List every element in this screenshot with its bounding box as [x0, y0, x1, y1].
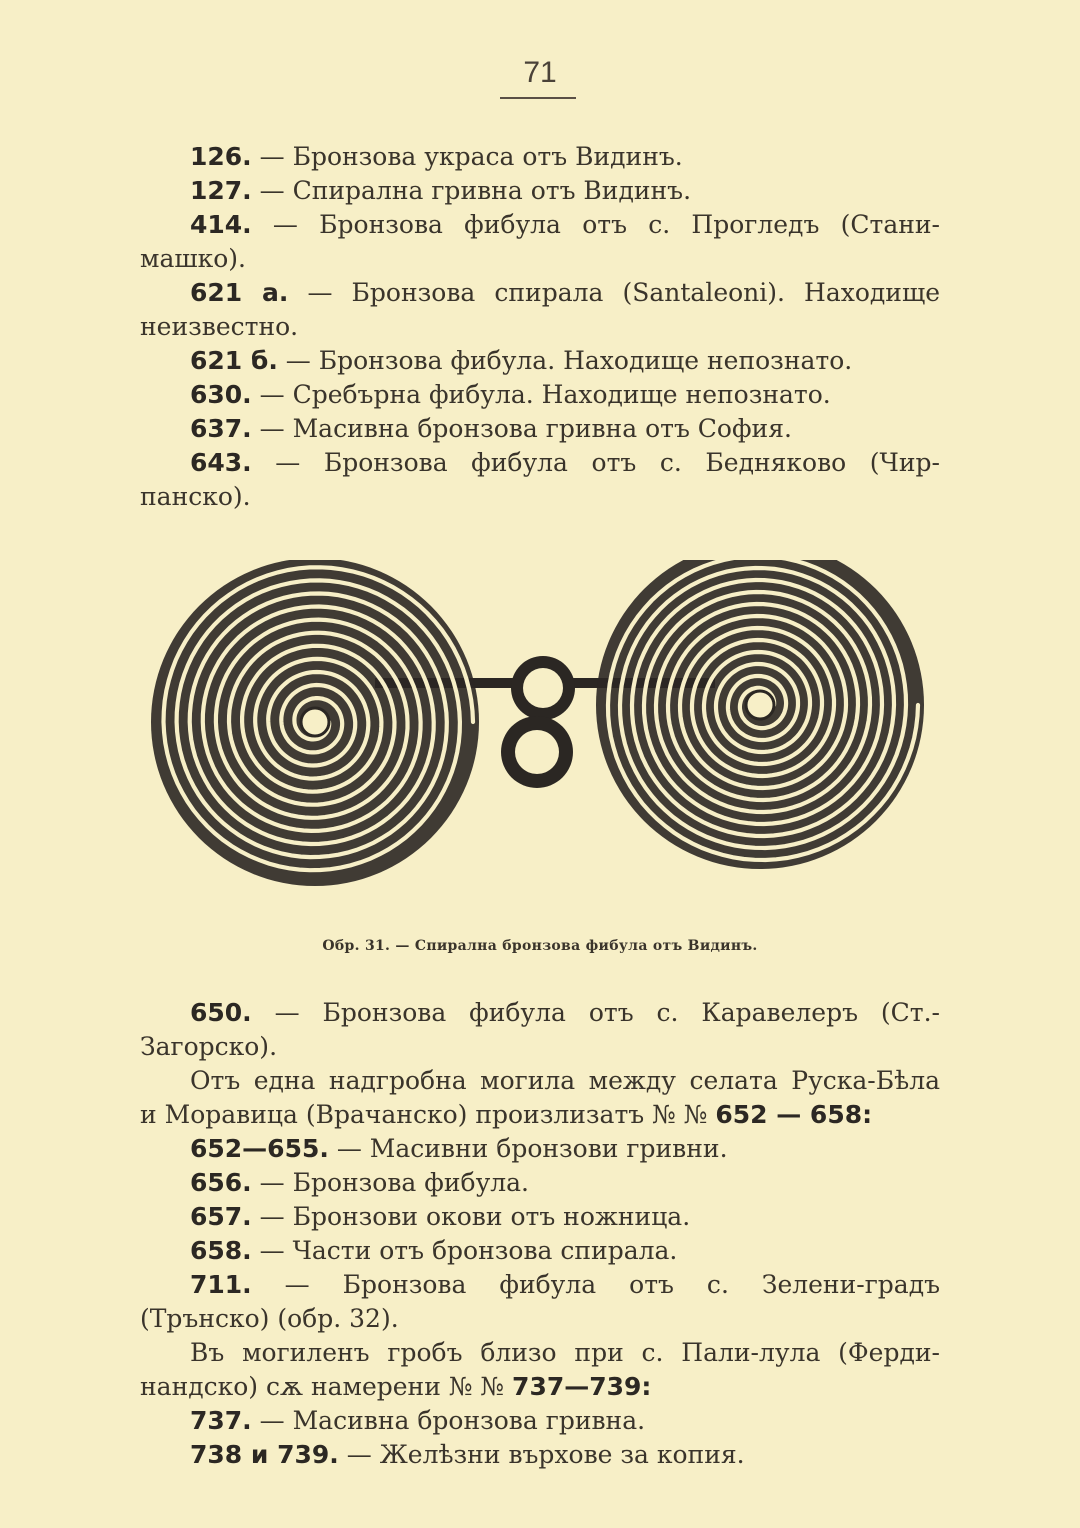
left-spiral-center [301, 708, 329, 736]
entries-top [140, 140, 940, 514]
entry-text: — Бронзови окови отъ ножница. [251, 1202, 691, 1231]
entry-657 [140, 1200, 940, 1234]
entry-text: — Бронзова фибула отъ с. Зелени-градъ [251, 1270, 940, 1299]
entry-656 [140, 1166, 940, 1200]
entry-text: — Масивни бронзови гривни. [328, 1134, 728, 1163]
right-spiral-center [746, 691, 774, 719]
fibula-upper-loop-inner [523, 668, 563, 708]
entry-number: 738 и 739. [190, 1440, 339, 1469]
entry-text: — Части отъ бронзова спирала. [251, 1236, 678, 1265]
page-number-rule [500, 97, 576, 99]
entry-line [140, 276, 940, 310]
entry-number-range: 652 — 658: [715, 1100, 873, 1129]
entry-line [140, 378, 940, 412]
entry-number: 630. [190, 380, 252, 409]
entry-line [140, 412, 940, 446]
entry-line [140, 446, 940, 480]
entry-continuation: неизвестно. [140, 312, 299, 341]
fibula-lower-loop-inner [515, 730, 559, 774]
entry-text: — Бронзова фибула отъ с. Каравелеръ (Ст.- [251, 998, 940, 1027]
entry-number: 650. [190, 998, 252, 1027]
spiral-fibula-figure [145, 560, 930, 890]
entry-number: 657. [190, 1202, 252, 1231]
entry-text: — Масивна бронзова гривна. [251, 1406, 646, 1435]
entry-711-continuation: (Трънско) (обр. 32). [140, 1304, 399, 1333]
entry-738-739 [140, 1438, 940, 1472]
entry-number: 656. [190, 1168, 252, 1197]
page-number: 71 [523, 56, 557, 89]
entry-number-range: 737—739: [512, 1372, 652, 1401]
entry-number: 621 б. [190, 346, 278, 375]
entry-number: 637. [190, 414, 252, 443]
paragraph-1-line-1: Отъ една надгробна могила между селата Руска-Бѣла [190, 1066, 940, 1095]
entry-text: — Бронзова спирала (Santaleoni). Находище [288, 278, 940, 307]
entry-text: — Масивна бронзова гривна отъ София. [251, 414, 792, 443]
entry-continuation: панско). [140, 482, 251, 511]
entry-number: 737. [190, 1406, 252, 1435]
entries-bottom [140, 996, 940, 1472]
paragraph-2-line-2 [140, 1370, 940, 1404]
entry-line [140, 344, 940, 378]
entry-text: — Бронзова украса отъ Видинъ. [251, 142, 683, 171]
paragraph-2-line-1: Въ могиленъ гробъ близо при с. Пали-лула (Ферди- [190, 1338, 940, 1367]
entry-text: — Спирална гривна отъ Видинъ. [251, 176, 692, 205]
entry-line [140, 208, 940, 242]
paragraph-text: и Моравица (Врачанско) произлизатъ № № [140, 1100, 716, 1129]
figure-caption: Обр. 31. — Спирална бронзова фибула отъ Видинъ. [322, 938, 758, 954]
entry-number: 643. [190, 448, 252, 477]
entry-number: 711. [190, 1270, 252, 1299]
entry-continuation: машко). [140, 244, 246, 273]
entry-text: — Бронзова фибула отъ с. Бедняково (Чир- [251, 448, 940, 477]
entry-number: 127. [190, 176, 252, 205]
entry-number: 658. [190, 1236, 252, 1265]
entry-number: 652—655. [190, 1134, 329, 1163]
entry-text: — Желѣзни върхове за копия. [338, 1440, 745, 1469]
entry-650-continuation: Загорско). [140, 1032, 278, 1061]
entry-711 [140, 1268, 940, 1302]
entry-number: 126. [190, 142, 252, 171]
paragraph-text: нандско) сѫ намерени № № [140, 1372, 513, 1401]
entry-number: 414. [190, 210, 252, 239]
entry-text: — Бронзова фибула. [251, 1168, 530, 1197]
entry-text: — Бронзова фибула. Находище непознато. [277, 346, 853, 375]
entry-number: 621 а. [190, 278, 289, 307]
entry-650 [140, 996, 940, 1030]
entry-658 [140, 1234, 940, 1268]
entry-text: — Сребърна фибула. Находище непознато. [251, 380, 831, 409]
paragraph-1-line-2 [140, 1098, 940, 1132]
entry-text: — Бронзова фибула отъ с. Прогледъ (Стани- [251, 210, 940, 239]
entry-line [140, 174, 940, 208]
entry-line [140, 140, 940, 174]
entry-737 [140, 1404, 940, 1438]
entry-652-655 [140, 1132, 940, 1166]
